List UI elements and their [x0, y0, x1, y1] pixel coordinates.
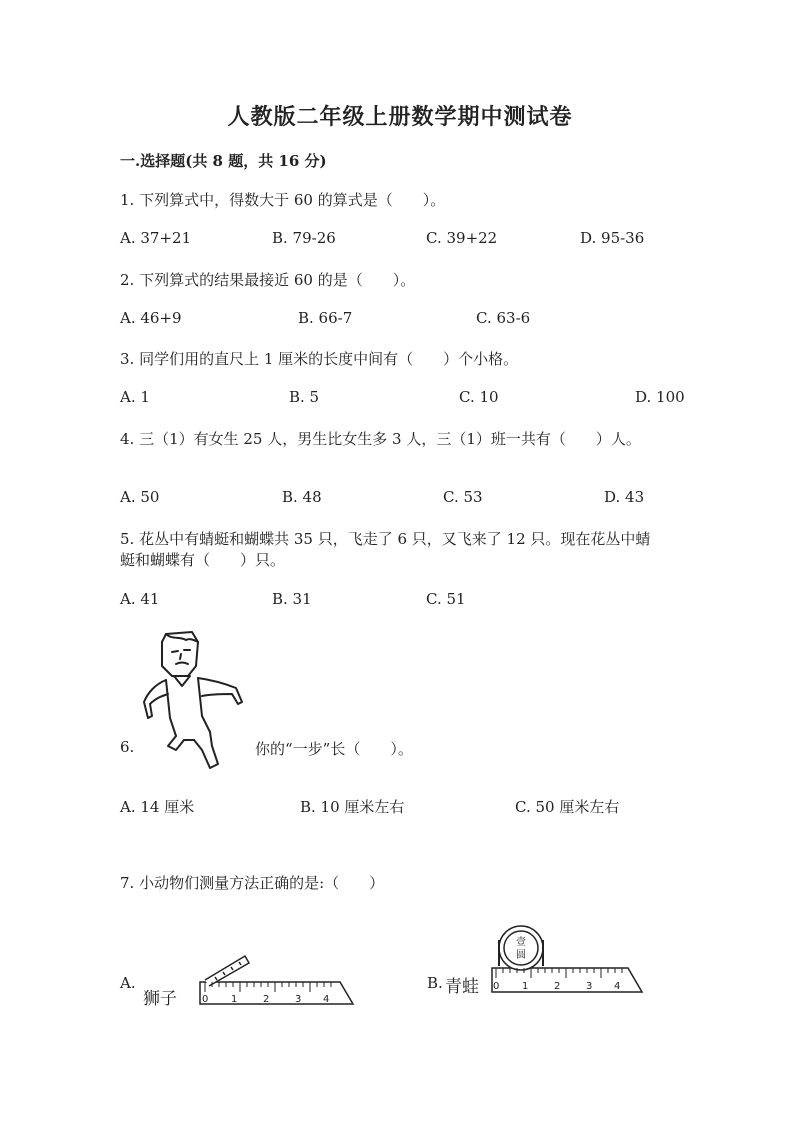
question-2-option-b[interactable]: B. 66-7 [298, 309, 353, 327]
question-6-option-a[interactable]: A. 14 厘米 [120, 798, 195, 816]
ruler-b-tick-label-2: 2 [554, 981, 561, 992]
question-5-option-c[interactable]: C. 51 [426, 590, 466, 608]
question-1-option-b[interactable]: B. 79-26 [272, 229, 336, 247]
coin-text-bottom: 圆 [516, 950, 526, 961]
question-4-option-d[interactable]: D. 43 [604, 488, 645, 506]
question-6-option-c[interactable]: C. 50 厘米左右 [515, 798, 620, 816]
question-1-option-a[interactable]: A. 37+21 [120, 229, 192, 247]
question-6-option-b[interactable]: B. 10 厘米左右 [300, 798, 405, 816]
ruler-a-tick-label-2: 2 [263, 994, 270, 1005]
question-2-option-c[interactable]: C. 63-6 [476, 309, 531, 327]
ruler-a-tick-label-1: 1 [231, 994, 238, 1005]
question-4-text: 4. 三（1）有女生 25 人，男生比女生多 3 人，三（1）班一共有（ ）人。 [120, 430, 641, 448]
question-6-text: 你的“一步”长（ ）。 [255, 740, 413, 758]
ruler-b-illustration [488, 918, 648, 998]
question-5-text-line1: 5. 花丛中有蜻蜓和蝴蝶共 35 只，飞走了 6 只，又飞来了 12 只。现在花丛中蜻 [120, 530, 651, 548]
question-1-option-c[interactable]: C. 39+22 [426, 229, 498, 247]
question-7-option-a-letter[interactable]: A. [120, 974, 136, 992]
ruler-a-tick-label-4: 4 [323, 994, 330, 1005]
question-3-text: 3. 同学们用的直尺上 1 厘米的长度中间有（ ）个小格。 [120, 350, 519, 368]
ruler-a-illustration [195, 950, 355, 1008]
ruler-b-tick-label-3: 3 [586, 981, 593, 992]
walking-boy-illustration [138, 628, 250, 773]
question-3-option-c[interactable]: C. 10 [459, 388, 499, 406]
question-1-option-d[interactable]: D. 95-36 [580, 229, 645, 247]
question-7-text: 7. 小动物们测量方法正确的是:（ ） [120, 874, 385, 892]
question-1-text: 1. 下列算式中，得数大于 60 的算式是（ ）。 [120, 191, 446, 209]
question-6-number: 6. [120, 738, 135, 756]
question-7-option-b-label: 青蛙 [445, 977, 479, 997]
question-5-option-a[interactable]: A. 41 [120, 590, 160, 608]
ruler-a-tick-label-0: 0 [202, 994, 209, 1005]
section-heading: 一.选择题(共 8 题，共 16 分) [120, 152, 327, 170]
ruler-b-tick-label-0: 0 [493, 981, 500, 992]
coin-text-top: 壹 [516, 937, 526, 948]
question-5-option-b[interactable]: B. 31 [272, 590, 312, 608]
question-5-text-line2: 蜓和蝴蝶有（ ）只。 [120, 551, 286, 569]
question-3-option-a[interactable]: A. 1 [120, 388, 150, 406]
question-7-option-a-label: 狮子 [143, 989, 177, 1009]
question-4-option-a[interactable]: A. 50 [120, 488, 160, 506]
ruler-a-tick-label-3: 3 [295, 994, 302, 1005]
ruler-b-tick-label-4: 4 [614, 981, 621, 992]
ruler-a-ticks [205, 982, 331, 992]
page-title: 人教版二年级上册数学期中测试卷 [227, 104, 573, 130]
ruler-b-tick-label-1: 1 [522, 981, 529, 992]
question-2-option-a[interactable]: A. 46+9 [120, 309, 182, 327]
question-4-option-c[interactable]: C. 53 [443, 488, 483, 506]
question-3-option-d[interactable]: D. 100 [635, 388, 685, 406]
question-3-option-b[interactable]: B. 5 [289, 388, 320, 406]
question-2-text: 2. 下列算式的结果最接近 60 的是（ ）。 [120, 271, 416, 289]
question-7-option-b-letter[interactable]: B. [427, 974, 443, 992]
question-4-option-b[interactable]: B. 48 [282, 488, 322, 506]
